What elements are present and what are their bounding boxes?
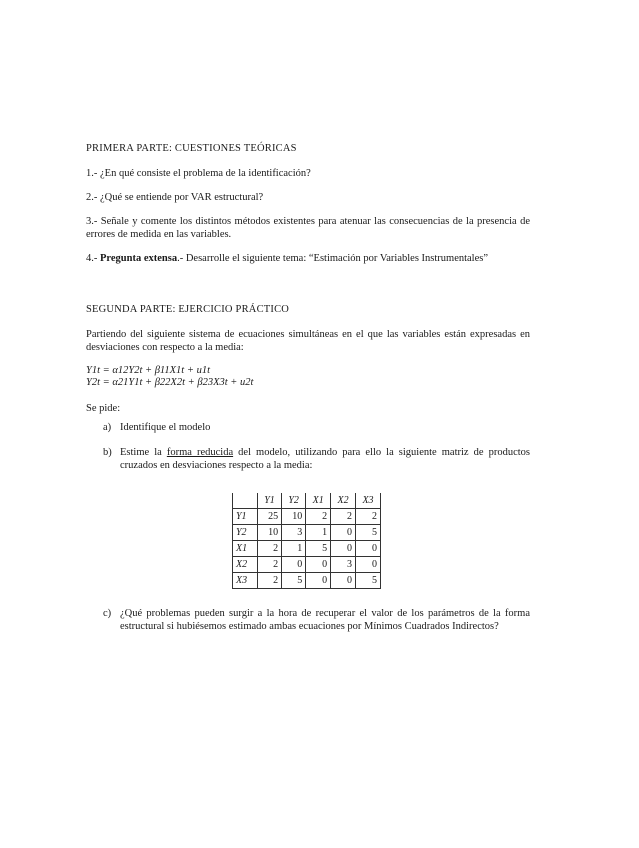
matrix-cell: 0 [331,525,356,541]
matrix-row [233,541,381,557]
item-a-text: Identifique el modelo [120,422,211,433]
matrix-cell: 0 [282,557,306,573]
matrix-cell: 10 [257,525,281,541]
matrix-header-cell: Y2 [282,493,306,509]
matrix-cell: 2 [306,509,331,525]
item-a-marker: a) [103,422,112,433]
matrix-row [233,509,381,525]
matrix-row-label: X1 [233,541,258,557]
item-a [103,421,530,434]
matrix-cell: 2 [257,541,281,557]
matrix-cell: 0 [331,573,356,589]
matrix-cell: 0 [356,541,381,557]
matrix-cell: 3 [331,557,356,573]
equation-1: Y1t = α12Y2t + β11X1t + u1t [86,365,210,376]
equation-2: Y2t = α21Y1t + β22X2t + β23X3t + u2t [86,377,254,388]
matrix-cell: 5 [356,573,381,589]
matrix-row-label: Y2 [233,525,258,541]
question-4 [86,252,530,265]
matrix-row-label: X3 [233,573,258,589]
item-c-marker: c) [103,608,112,619]
matrix-cell: 5 [282,573,306,589]
item-b-underlined: forma reducida [166,447,234,458]
item-c-text: ¿Qué problemas pueden surgir a la hora de recuperar el valor de los parámetros de la forma estructural si hubiésemos estimado ambas ecuaciones por Mínimos Cuadrados Indirectos? [120,608,530,632]
item-b-post: del modelo, utilizando para ello la siguiente matriz de productos cruzados en desviaciones respecto a la media: [120,447,530,471]
matrix-row [233,525,381,541]
matrix-header-cell: X2 [331,493,356,509]
matrix-cell: 2 [331,509,356,525]
matrix-header-row [233,493,381,509]
matrix-cell: 3 [282,525,306,541]
question-4-text: .- Desarrolle el siguiente tema: “Estimación por Variables Instrumentales” [177,253,489,264]
matrix-cell: 1 [306,525,331,541]
matrix-cell: 5 [306,541,331,557]
matrix-cell: 25 [257,509,281,525]
question-4-bold: Pregunta extensa [100,253,178,264]
matrix-row-label: X2 [233,557,258,573]
cross-products-matrix [232,493,381,589]
question-1: 1.- ¿En qué consiste el problema de la identificación? [86,168,311,179]
item-c [103,607,530,633]
matrix-cell: 1 [282,541,306,557]
item-b [103,446,530,472]
item-b-text [120,446,530,472]
matrix-cell: 0 [306,573,331,589]
matrix-cell: 10 [282,509,306,525]
part1-heading: PRIMERA PARTE: CUESTIONES TEÓRICAS [86,143,297,154]
matrix-row [233,557,381,573]
question-2: 2.- ¿Qué se entiende por VAR estructural? [86,192,264,203]
matrix-cell: 0 [306,557,331,573]
matrix-cell: 2 [257,557,281,573]
matrix-header-cell [233,493,258,509]
matrix-header-cell: X3 [356,493,381,509]
item-b-pre: Estime la [120,447,167,458]
matrix-row-label: Y1 [233,509,258,525]
part2-heading: SEGUNDA PARTE: EJERCICIO PRÁCTICO [86,304,290,315]
question-4-prefix: 4.- [86,253,100,264]
matrix-row [233,573,381,589]
matrix-cell: 0 [331,541,356,557]
matrix-cell: 2 [257,573,281,589]
part2-intro: Partiendo del siguiente sistema de ecuaciones simultáneas en el que las variables están expresadas en desviaciones con respecto a la media: [86,329,530,353]
se-pide: Se pide: [86,403,121,414]
matrix-cell: 2 [356,509,381,525]
question-3: 3.- Señale y comente los distintos métodos existentes para atenuar las consecuencias de la presencia de errores de medida en las variables. [86,216,530,240]
matrix-header-cell: X1 [306,493,331,509]
matrix-cell: 0 [356,557,381,573]
item-b-marker: b) [103,447,112,458]
matrix-header-cell: Y1 [257,493,281,509]
matrix-cell: 5 [356,525,381,541]
